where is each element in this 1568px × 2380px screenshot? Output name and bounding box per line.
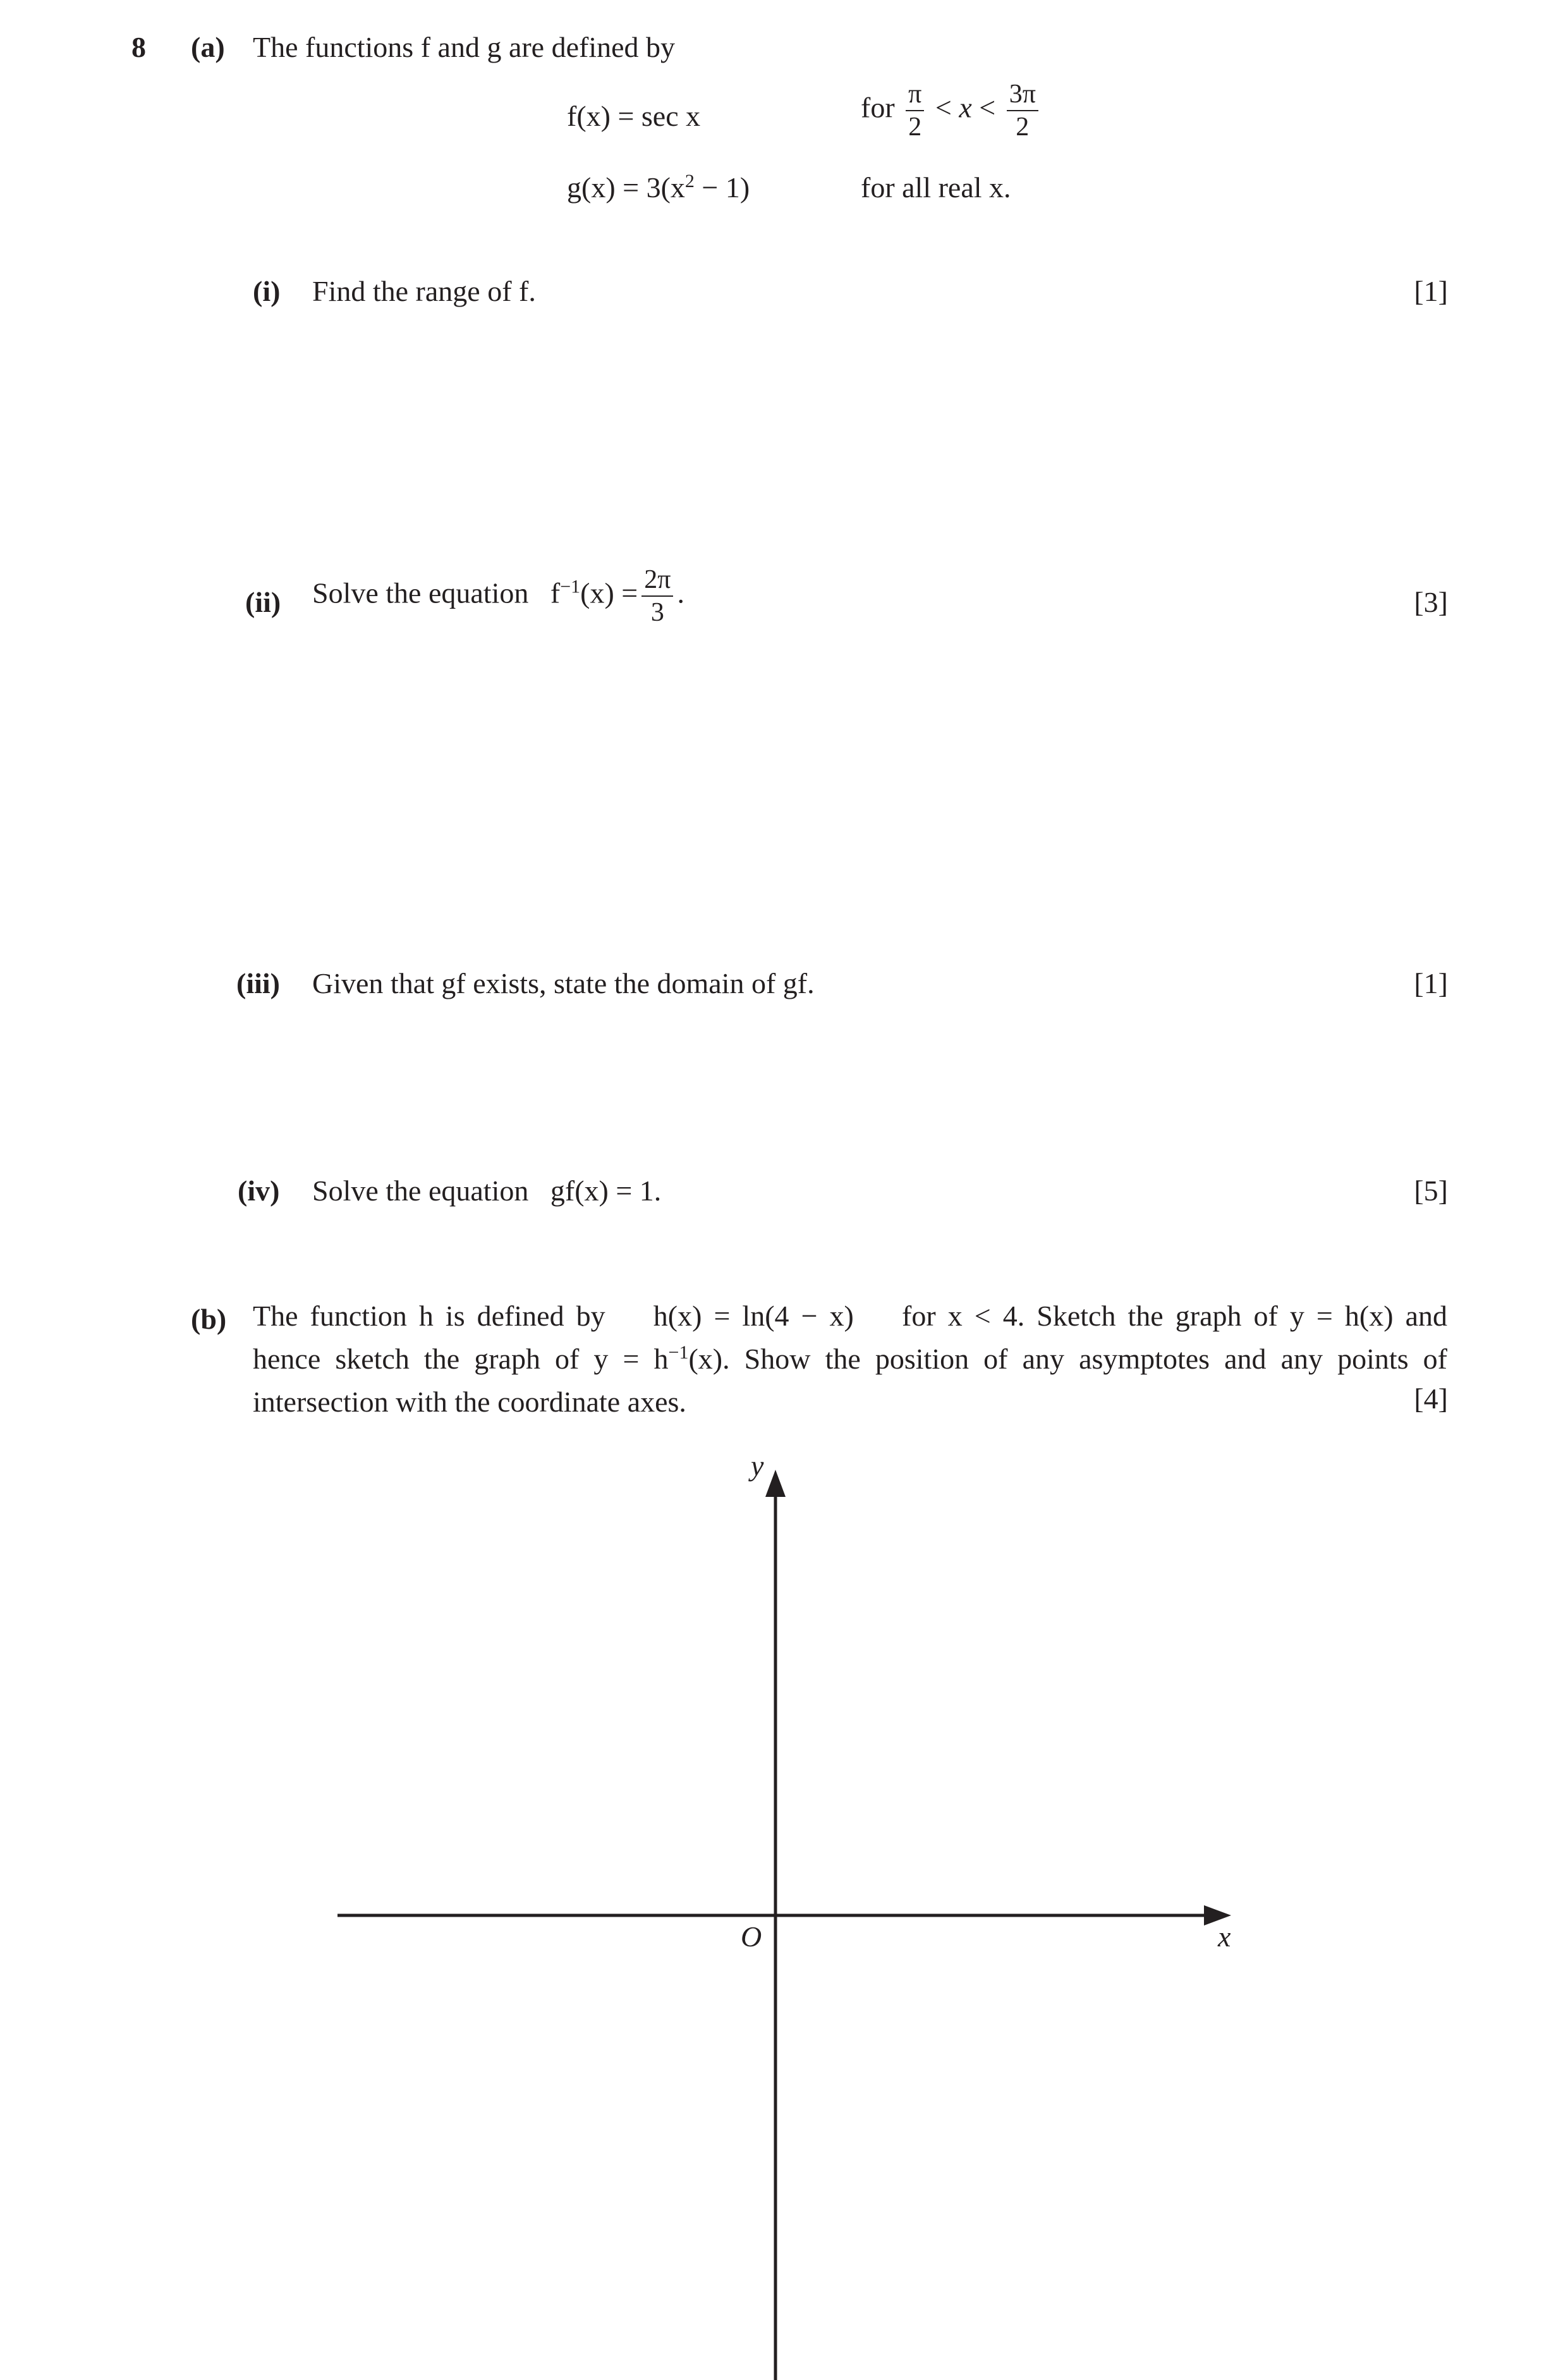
f-definition: f(x) = sec x [567,100,701,132]
part-ii-frac-num: 2π [641,566,673,597]
part-b-marks: [4] [1414,1382,1448,1415]
part-ii-label: (ii) [245,586,281,618]
f-domain-prefix: for [861,91,895,124]
part-i-marks: [1] [1414,275,1448,307]
g-def-rhs: − 1) [694,171,750,204]
part-ii-marks: [3] [1414,586,1448,618]
part-b-line-2-post: (x). Show the position of any asymptotes and any points of [688,1343,1447,1375]
part-b-label: (b) [191,1303,227,1335]
relation-2: < [979,91,996,124]
part-iv-prompt: Solve the equation [312,1175,529,1207]
part-a-label: (a) [191,31,225,63]
part-ii-end: . [677,577,684,609]
part-iv-equation: gf(x) = 1. [550,1175,662,1207]
g-def-lhs: g(x) = 3(x [567,171,685,204]
part-ii-function: f [550,577,561,609]
question-number: 8 [131,31,146,63]
part-b-condition: for x < 4. [902,1300,1025,1332]
part-ii-frac-den: 3 [650,598,664,627]
relation-1: < [935,91,952,124]
part-iii-text: Given that gf exists, state the domain of gf. [312,967,815,999]
part-b-function: h(x) = ln(4 − x) [653,1300,854,1332]
part-b-line-1-post: Sketch the graph of y = h(x) and [1036,1300,1447,1332]
origin-label: O [741,1920,762,1953]
y-axis-arrowhead [765,1470,786,1497]
lower-bound-num: π [906,81,924,111]
g-def-exponent: 2 [684,171,695,192]
part-b-line-1-pre: The function h is defined by [253,1300,605,1332]
part-iv-marks: [5] [1414,1175,1448,1207]
part-ii-prompt: Solve the equation [312,577,529,609]
part-a-intro: The functions f and g are defined by [253,31,676,63]
part-iii-label: (iii) [236,967,280,999]
part-ii-equation: (x) = [580,577,638,609]
domain-variable: x [959,91,972,124]
part-iv-label: (iv) [238,1175,280,1207]
x-axis-label: x [1218,1920,1231,1953]
part-i-label: (i) [253,275,281,307]
upper-bound-den: 2 [1016,113,1030,142]
part-i-text: Find the range of f. [312,275,536,307]
upper-bound-num: 3π [1007,81,1038,111]
part-iii-marks: [1] [1414,967,1448,999]
part-b-inverse-exponent: −1 [668,1342,689,1363]
part-b-line-2-pre: hence sketch the graph of y = h [253,1343,669,1375]
lower-bound-den: 2 [908,113,922,142]
g-domain: for all real x. [861,171,1011,204]
y-axis-label: y [751,1449,764,1482]
part-ii-inverse-exponent: −1 [560,576,581,597]
part-b-line-3: intersection with the coordinate axes. [253,1386,686,1418]
